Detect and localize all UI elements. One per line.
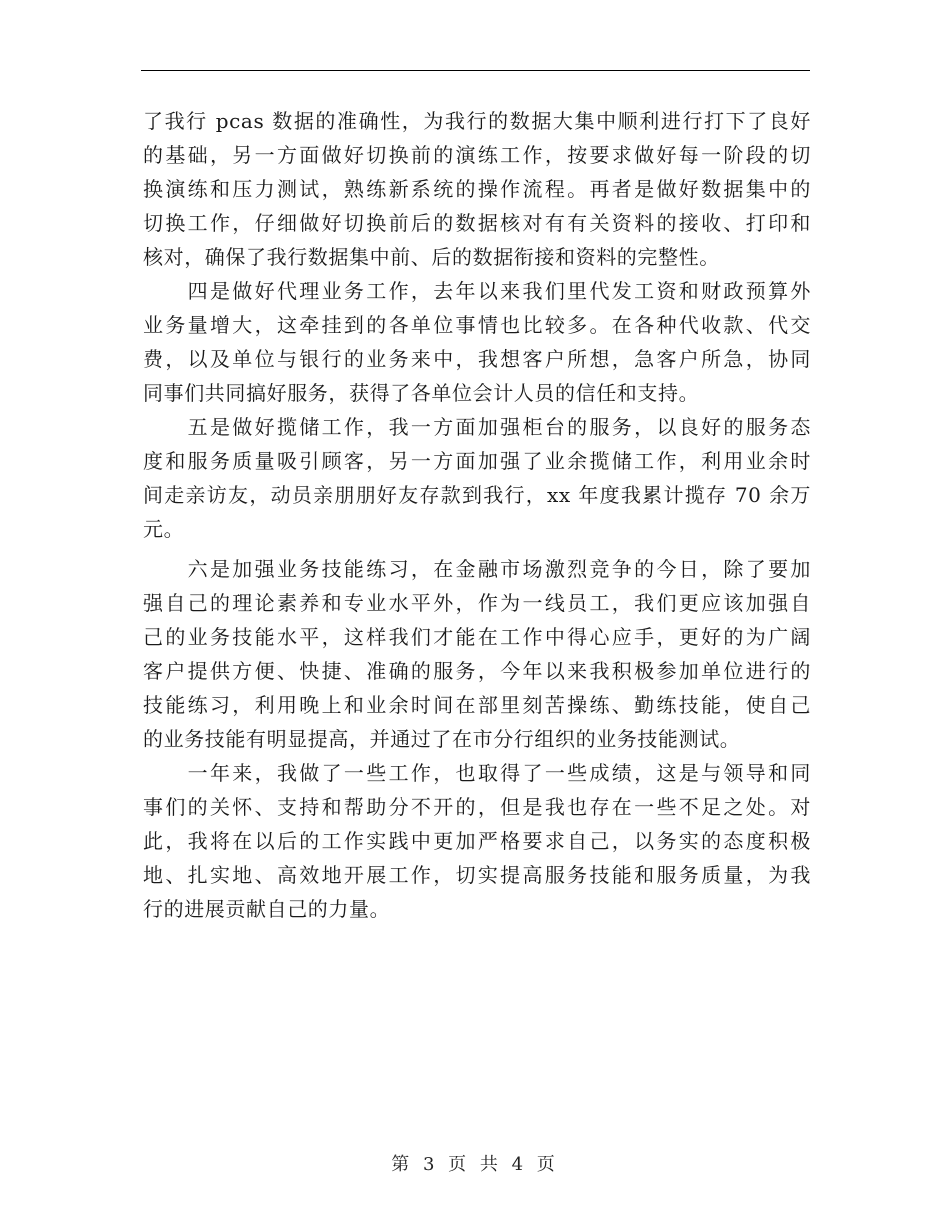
text-line: 五是做好揽储工作，我一方面加强柜台的服务，以良好的服务态: [143, 415, 811, 439]
text-line: 四是做好代理业务工作，去年以来我们里代发工资和财政预算外: [143, 279, 811, 303]
text-line: 元。: [143, 517, 185, 541]
text-line: 间走亲访友，动员亲朋朋好友存款到我行，xx 年度我累计揽存 70 余万: [143, 483, 811, 507]
text-line: 换演练和压力测试，熟练新系统的操作流程。再者是做好数据集中的: [143, 177, 811, 201]
text-line: 核对，确保了我行数据集中前、后的数据衔接和资料的完整性。: [143, 245, 720, 269]
paragraph: [143, 104, 811, 274]
text-line: 地、扎实地、高效地开展工作，切实提高服务技能和服务质量，为我: [143, 863, 811, 887]
text-line: 切换工作，仔细做好切换前后的数据核对有有关资料的接收、打印和: [143, 211, 811, 235]
text-line: 事们的关怀、支持和帮助分不开的，但是我也存在一些不足之处。对: [143, 795, 811, 819]
paragraph: [143, 756, 811, 926]
body-text: [143, 104, 811, 926]
text-line: 费，以及单位与银行的业务来中，我想客户所想，急客户所急，协同: [143, 347, 811, 371]
text-line: 同事们共同搞好服务，获得了各单位会计人员的信任和支持。: [143, 381, 700, 405]
header-rule: [141, 70, 810, 71]
text-line: 业务量增大，这牵挂到的各单位事情也比较多。在各种代收款、代交: [143, 313, 811, 337]
text-line: 的基础，另一方面做好切换前的演练工作，按要求做好每一阶段的切: [143, 143, 811, 167]
paragraph: [143, 410, 811, 546]
text-line: 此，我将在以后的工作实践中更加严格要求自己，以务实的态度积极: [143, 829, 811, 853]
text-line: 己的业务技能水平，这样我们才能在工作中得心应手，更好的为广阔: [143, 625, 811, 649]
text-line: 强自己的理论素养和专业水平外，作为一线员工，我们更应该加强自: [143, 591, 811, 615]
text-line: 行的进展贡献自己的力量。: [143, 897, 391, 921]
text-line: 了我行 pcas 数据的准确性，为我行的数据大集中顺利进行打下了良好: [143, 109, 811, 133]
paragraph: [143, 274, 811, 410]
text-line: 六是加强业务技能练习，在金融市场激烈竞争的今日，除了要加: [143, 557, 811, 581]
text-line: 一年来，我做了一些工作，也取得了一些成绩，这是与领导和同: [143, 761, 811, 785]
text-line: 的业务技能有明显提高，并通过了在市分行组织的业务技能测试。: [143, 727, 741, 751]
text-line: 度和服务质量吸引顾客，另一方面加强了业余揽储工作，利用业余时: [143, 449, 811, 473]
text-line: 客户提供方便、快捷、准确的服务，今年以来我积极参加单位进行的: [143, 659, 811, 683]
paragraph: [143, 552, 811, 756]
page-number-footer: 第 3 页 共 4 页: [391, 1154, 559, 1175]
text-line: 技能练习，利用晚上和业余时间在部里刻苦操练、勤练技能，使自己: [143, 693, 811, 717]
